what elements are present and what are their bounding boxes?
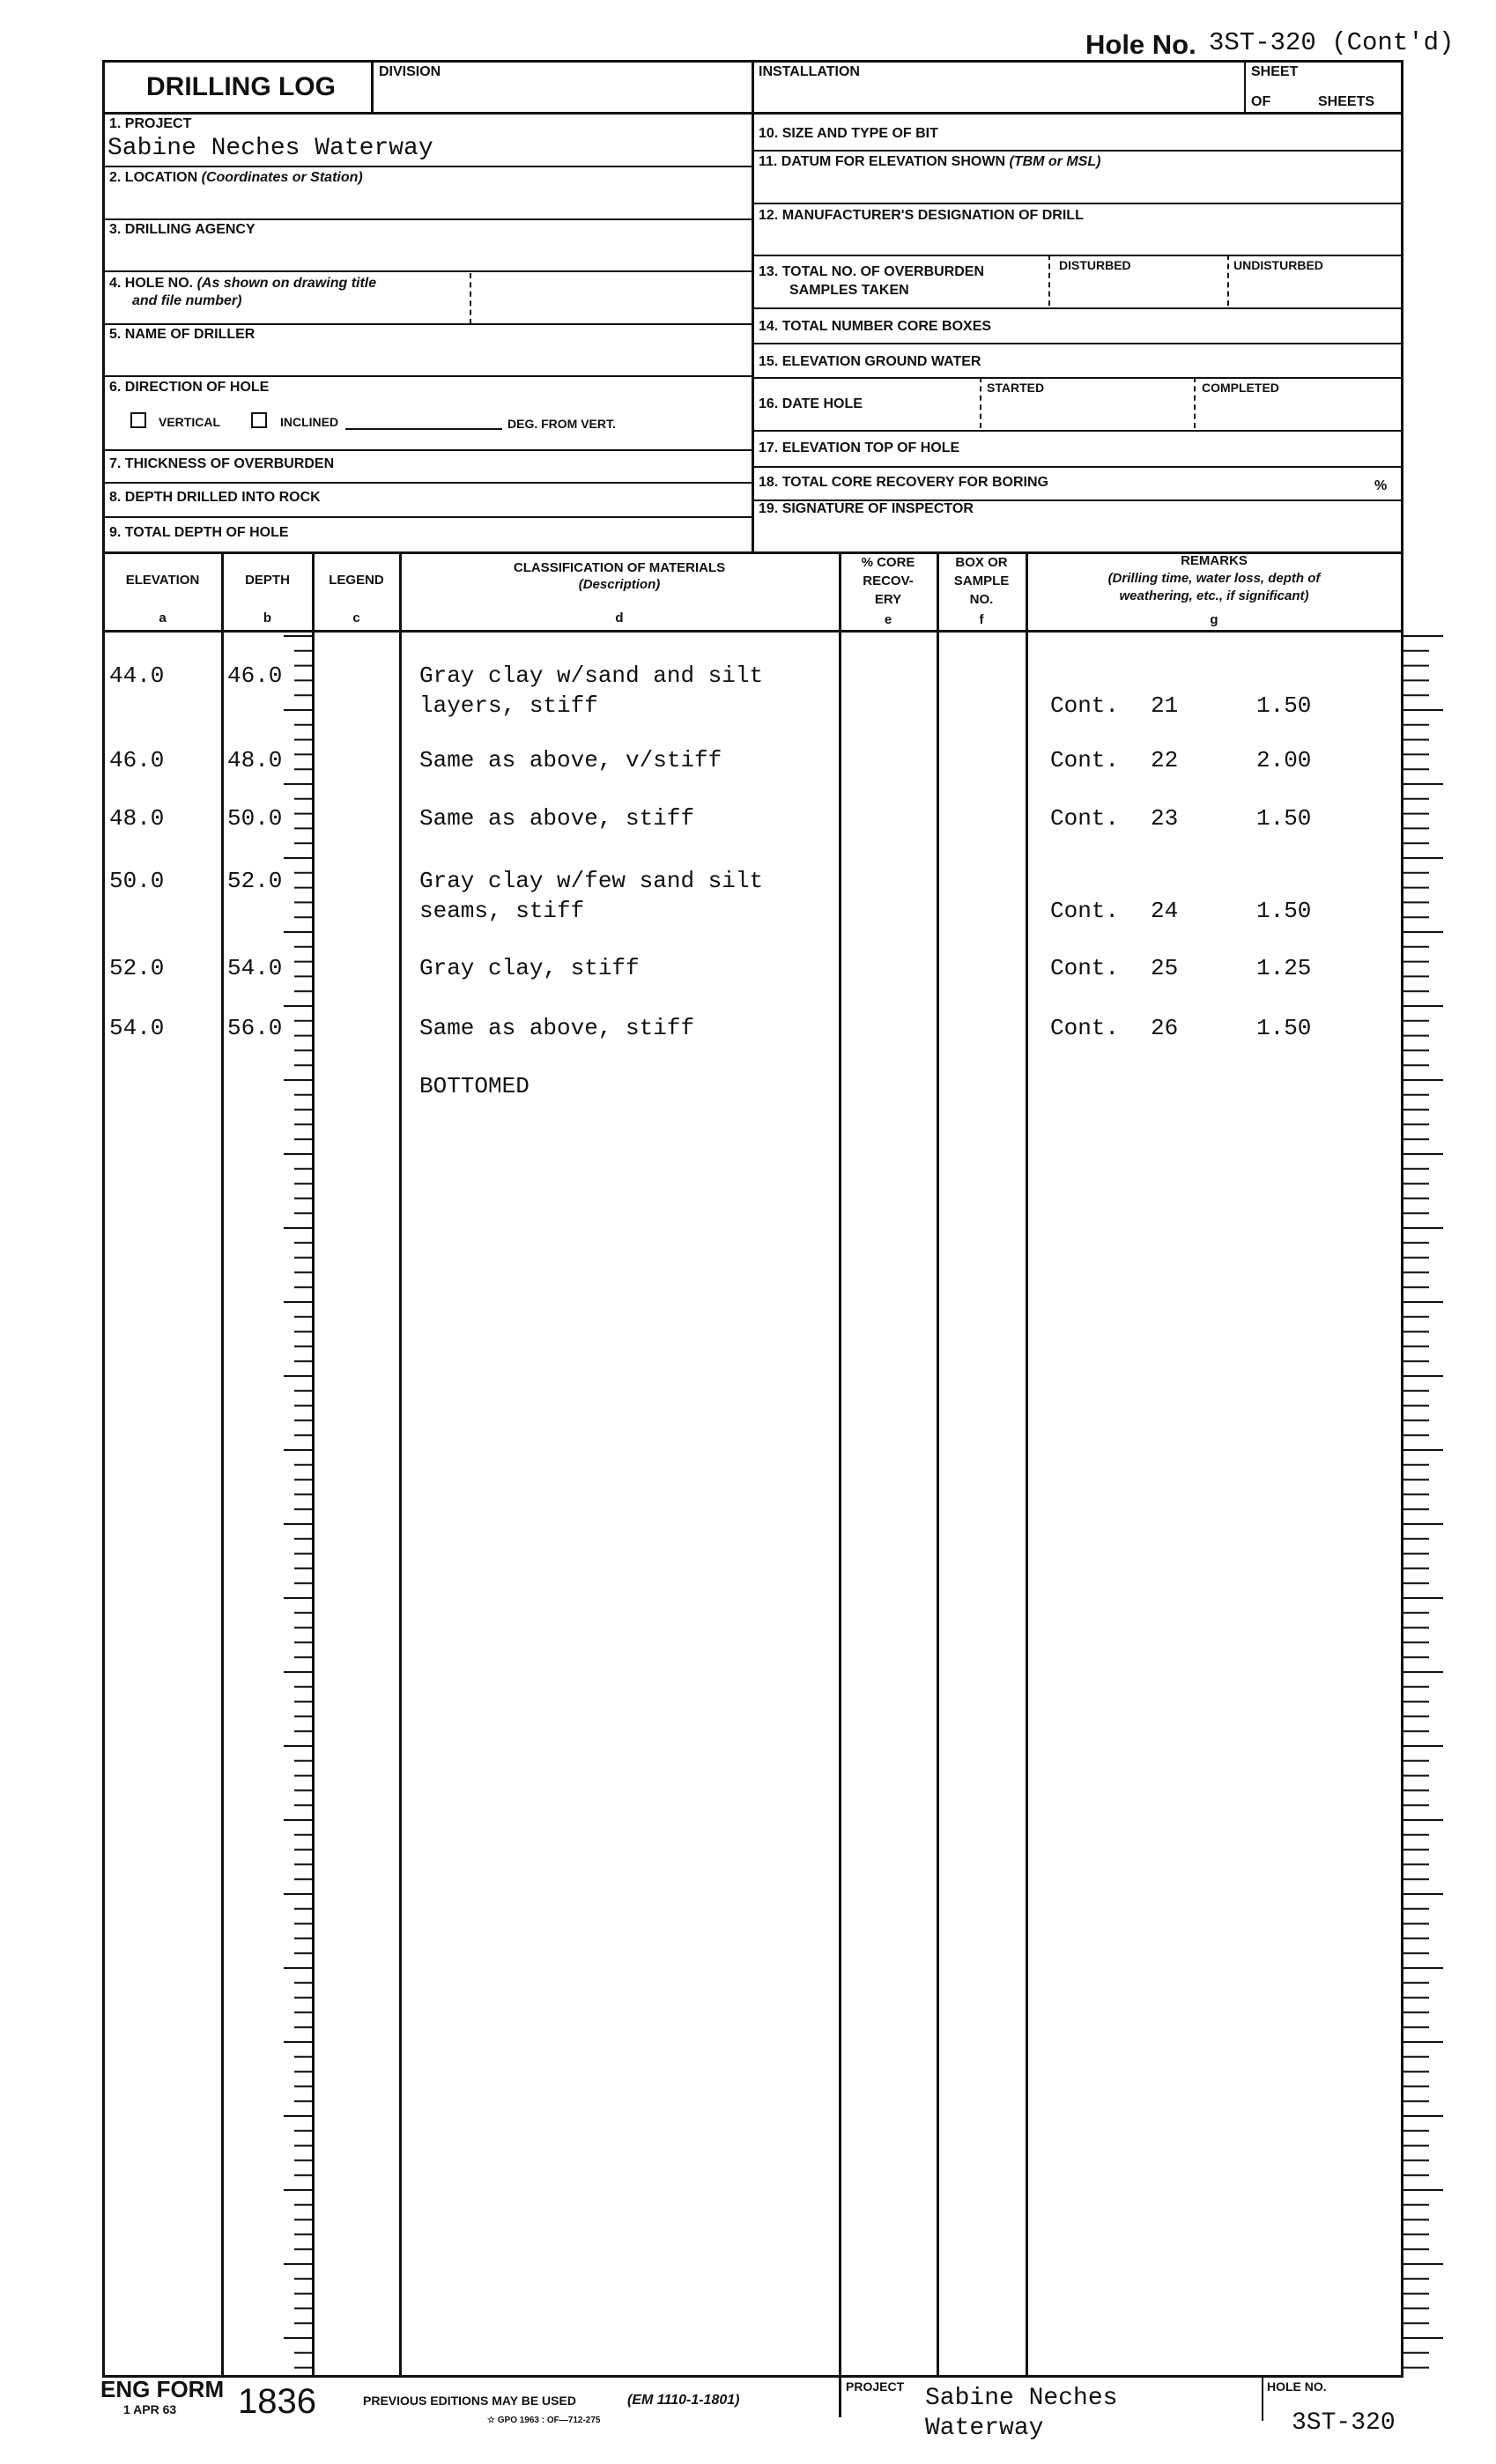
hole-no-header-label: Hole No. (1085, 29, 1196, 60)
footer-hole-divider (1262, 2377, 1263, 2421)
col-core-header3: ERY (874, 592, 902, 607)
core-recovery-label: 18. TOTAL CORE RECOVERY FOR BORING (759, 475, 1048, 490)
footer-project-value-line1: Sabine Neches (925, 2385, 1118, 2412)
date-hole-label: 16. DATE HOLE (759, 396, 863, 411)
row-remark-type: Cont. (1050, 898, 1120, 924)
col-classification-letter: d (615, 610, 624, 625)
completed-label: COMPLETED (1202, 381, 1279, 395)
row-elevation: 52.0 (109, 955, 165, 981)
undisturbed-label: UNDISTURBED (1233, 258, 1323, 272)
col-remarks-note1: (Drilling time, water loss, depth of (1107, 571, 1321, 586)
inspector-label: 19. SIGNATURE OF INSPECTOR (759, 501, 974, 516)
eng-form-label: ENG FORM (100, 2376, 225, 2402)
row-remark-type: Cont. (1050, 692, 1120, 719)
footer-hole-no-label: HOLE NO. (1267, 2379, 1327, 2394)
row-depth: 50.0 (227, 805, 283, 832)
rock-depth-label: 8. DEPTH DRILLED INTO ROCK (109, 490, 321, 505)
col-elevation-header: ELEVATION (125, 573, 200, 588)
direction-label: 6. DIRECTION OF HOLE (109, 380, 270, 395)
overburden-samples-label: 13. TOTAL NO. OF OVERBURDEN (759, 264, 985, 279)
total-depth-label: 9. TOTAL DEPTH OF HOLE (109, 525, 289, 540)
core-recovery-unit: % (1374, 478, 1388, 493)
vertical-label: VERTICAL (159, 415, 220, 429)
footer-project-value-line2: Waterway (925, 2415, 1044, 2442)
footer-hole-no-value: 3ST-320 (1292, 2409, 1396, 2437)
started-label: STARTED (987, 381, 1045, 395)
sheets-label: SHEETS (1318, 94, 1375, 109)
inclined-label: INCLINED (280, 415, 339, 429)
bit-label: 10. SIZE AND TYPE OF BIT (759, 126, 938, 141)
project-value: Sabine Neches Waterway (107, 135, 433, 162)
row-remark-number: 22 (1151, 747, 1179, 773)
manufacturer-label: 12. MANUFACTURER'S DESIGNATION OF DRILL (759, 208, 1084, 223)
col-remarks-note2: weathering, etc., if significant) (1119, 588, 1309, 603)
hole-no-note2: and file number) (132, 293, 242, 308)
of-label: OF (1251, 94, 1271, 109)
row-remark-number: 24 (1151, 898, 1179, 924)
row-elevation: 46.0 (109, 747, 165, 773)
col-depth-letter: b (263, 610, 272, 625)
location-note: (Coordinates or Station) (201, 170, 363, 185)
row-depth: 56.0 (227, 1015, 283, 1041)
row-remark-type: Cont. (1050, 805, 1120, 832)
col-box-header2: SAMPLE (953, 573, 1010, 588)
samples-taken-label: SAMPLES TAKEN (789, 283, 909, 298)
col-remarks-letter: g (1210, 612, 1218, 627)
sheet-label: SHEET (1251, 64, 1299, 79)
drilling-agency-label: 3. DRILLING AGENCY (109, 222, 256, 237)
col-box-letter: f (979, 612, 984, 627)
gpo-note: ☆ GPO 1963 : OF—712-275 (487, 2416, 601, 2425)
row-remark-number: 23 (1151, 805, 1179, 832)
driller-label: 5. NAME OF DRILLER (109, 327, 256, 342)
form-date: 1 APR 63 (123, 2402, 177, 2416)
footer-project-label: PROJECT (846, 2379, 905, 2394)
deg-from-vert-label: DEG. FROM VERT. (507, 417, 616, 431)
disturbed-label: DISTURBED (1059, 258, 1131, 272)
row-elevation: 44.0 (109, 662, 165, 689)
col-core-letter: e (884, 612, 892, 627)
row-remark-value: 1.25 (1256, 955, 1312, 981)
row-remark-value: 1.50 (1256, 805, 1312, 832)
col-core-header1: % CORE (861, 555, 915, 570)
row-description: Same as above, stiff (419, 1015, 695, 1041)
row-remark-number: 25 (1151, 955, 1179, 981)
col-legend-letter: c (352, 610, 360, 625)
installation-label: INSTALLATION (759, 64, 860, 79)
overburden-label: 7. THICKNESS OF OVERBURDEN (109, 456, 335, 471)
row-remark-number: 26 (1151, 1015, 1179, 1041)
row-description: Same as above, v/stiff (419, 747, 722, 773)
division-label: DIVISION (379, 64, 441, 79)
form-title: DRILLING LOG (146, 72, 336, 101)
row-description-cont: seams, stiff (419, 898, 585, 924)
row-depth: 54.0 (227, 955, 283, 981)
col-classification-header: CLASSIFICATION OF MATERIALS (513, 560, 726, 575)
row-remark-type: Cont. (1050, 747, 1120, 773)
hole-no-header-value: 3ST-320 (Cont'd) (1209, 28, 1455, 57)
col-classification-note: (Description) (578, 577, 661, 592)
form-number: 1836 (238, 2382, 316, 2421)
col-elevation-letter: a (159, 610, 167, 625)
em-reference: (EM 1110-1-1801) (627, 2393, 740, 2408)
row-remark-type: Cont. (1050, 1015, 1120, 1041)
row-description-cont: layers, stiff (419, 692, 598, 719)
hole-no-label-text: 4. HOLE NO. (109, 276, 194, 291)
row-remark-number: 21 (1151, 692, 1179, 719)
row-depth: 48.0 (227, 747, 283, 773)
row-elevation: 50.0 (109, 868, 165, 894)
elevation-top-label: 17. ELEVATION TOP OF HOLE (759, 440, 960, 455)
col-box-header3: NO. (969, 592, 994, 607)
col-core-header2: RECOV- (863, 573, 914, 588)
col-remarks-header: REMARKS (1181, 553, 1248, 568)
datum-label-text: 11. DATUM FOR ELEVATION SHOWN (759, 154, 1006, 169)
ground-water-label: 15. ELEVATION GROUND WATER (759, 354, 981, 369)
depth-ticks-left (284, 636, 312, 2368)
margin-ticks-right (1403, 636, 1443, 2368)
bottomed-text: BOTTOMED (419, 1073, 530, 1099)
row-elevation: 54.0 (109, 1015, 165, 1041)
previous-editions: PREVIOUS EDITIONS MAY BE USED (363, 2394, 576, 2408)
col-box-header1: BOX OR (955, 555, 1008, 570)
row-remark-value: 1.50 (1256, 898, 1312, 924)
row-remark-value: 1.50 (1256, 1015, 1312, 1041)
hole-no-note1: (As shown on drawing title (196, 276, 377, 291)
row-elevation: 48.0 (109, 805, 165, 832)
col-legend-header: LEGEND (329, 573, 384, 588)
row-description: Gray clay w/sand and silt (419, 662, 764, 689)
row-description: Gray clay w/few sand silt (419, 868, 764, 894)
project-label: 1. PROJECT (109, 116, 192, 131)
core-boxes-label: 14. TOTAL NUMBER CORE BOXES (759, 319, 992, 334)
location-label-text: 2. LOCATION (109, 170, 198, 185)
row-description: Gray clay, stiff (419, 955, 640, 981)
row-description: Same as above, stiff (419, 805, 695, 832)
datum-note: (TBM or MSL) (1009, 154, 1101, 169)
row-depth: 46.0 (227, 662, 283, 689)
row-remark-value: 1.50 (1256, 692, 1312, 719)
row-remark-value: 2.00 (1256, 747, 1312, 773)
row-depth: 52.0 (227, 868, 283, 894)
row-remark-type: Cont. (1050, 955, 1120, 981)
col-depth-header: DEPTH (245, 573, 290, 588)
